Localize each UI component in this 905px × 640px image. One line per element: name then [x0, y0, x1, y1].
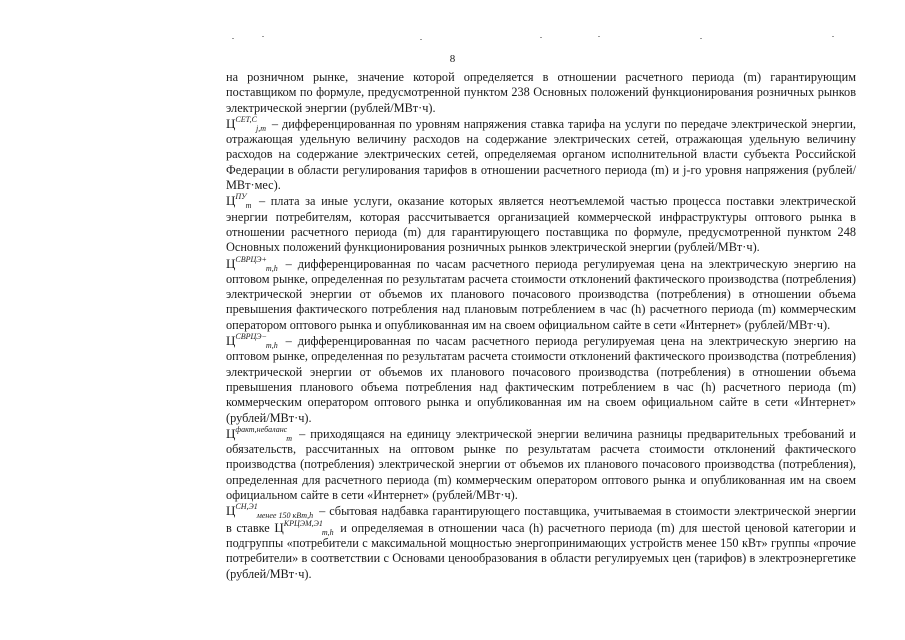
scan-speck — [700, 38, 702, 39]
formula-symbol: $Ц^{факт,небаланс}_m$ — [226, 424, 293, 443]
definition-text: – дифференцированная по уровням напряжения ставка тарифа на услуги по передаче электрической энергии, отражающая удельную величину расходов на содержание электрических сетей, отражающая удельную величину расходов на содержание электрических сетей, определяемая органом исполнительной власти субъекта Российской Федерации в области регулирования тарифов в отношении расчетного периода (m) и j-го уровня напряжения (рублей/МВт·мес). — [226, 116, 857, 193]
definition-text: – плата за иные услуги, оказание которых является неотъемлемой частью процесса поставки электрической энергии потребителям, которая рассчитывается организацией коммерческой инфраструктуры оптового рынка в отношении расчетного периода (m) для гарантирующего поставщика по формуле, предусмотренной пунктом 248 Основных положений функционирования розничных рынков электрической энергии (рублей/МВт·ч). — [226, 194, 857, 255]
definition-paragraph — [226, 116, 856, 193]
formula-symbol: $Ц^{СЕТ,С}_{j,m}$ — [226, 114, 266, 133]
formula-symbol: $Ц^{СН,Э1}_{менее 150 кВт,h}$ — [226, 502, 314, 521]
definition-text: – сбытовая надбавка гарантирующего поставщика, учитываемая в стоимости электрической энергии в ставке — [226, 504, 857, 535]
definition-text: – дифференцированная по часам расчетного периода регулируемая цена на электрическую энергию на оптовом рынке, определенная по результатам расчета стоимости отклонений фактического производства (потребления) электрической энергии от объемов их планового почасового производства (потребления) в отношении объема превышения планового объема потребления над фактическим потреблением в час (h) расчетного периода (m) коммерческим оператором оптового рынка и опубликованная им на своем официальном сайте в сети «Интернет» (рублей/МВт·ч). — [226, 334, 857, 425]
definition-text: и определяемая в отношении часа (h) расчетного периода (m) для шестой ценовой категории и подгруппы «потребители с максимальной мощностью энергопринимающих устройств менее 150 кВт» группы «прочие потребители» в соответствии с Основами ценообразования в области регулируемых цен (тарифов) в электроэнергетике (рублей/МВт·ч). — [226, 520, 856, 581]
definition-paragraph — [226, 333, 856, 426]
scan-speck — [832, 36, 834, 37]
definition-paragraph — [226, 256, 856, 333]
document-body — [226, 70, 856, 582]
scan-speck — [420, 39, 422, 40]
scan-speck — [540, 37, 542, 38]
scan-speck — [598, 36, 600, 37]
definition-paragraph — [226, 503, 856, 581]
page-number: 8 — [449, 53, 456, 65]
scan-speck — [262, 36, 264, 37]
formula-symbol: $Ц^{СВРЦЭ+}_{m,h}$ — [226, 254, 278, 273]
formula-symbol: $Ц^{СВРЦЭ-}_{m,h}$ — [226, 332, 278, 351]
formula-symbol: $Ц^{ПУ}_m$ — [226, 192, 252, 211]
scan-speck — [232, 38, 234, 39]
inline-formula-symbol: $Ц^{КРЦЭМ,Э1}_{m,h}$ — [274, 518, 334, 537]
definition-paragraph — [226, 426, 856, 503]
definition-text: – приходящаяся на единицу электрической энергии величина разницы предварительных требований и обязательств, рассчитанных на оптовом рынке по результатам расчета стоимости отклонений фактического производства (потребления) электрической энергии от объемов их планового почасового производства (потребления), определенная для расчетного периода (m) коммерческим оператором оптового рынка и опубликованная им на своем официальном сайте в сети «Интернет» (рублей/МВт·ч). — [226, 426, 856, 503]
definition-paragraph — [226, 193, 856, 255]
intro-paragraph: на розничном рынке, значение которой определяется в отношении расчетного периода (m) гарантирующим поставщиком по формуле, предусмотренной пунктом 238 Основных положений функционирования розничных рынков электрической энергии (рублей/МВт·ч). — [226, 70, 856, 115]
definition-text: – дифференцированная по часам расчетного периода регулируемая цена на электрическую энергию на оптовом рынке, определенная по результатам расчета стоимости отклонений фактического производства (потребления) электрической энергии от объемов их планового почасового производства (потребления) в отношении объема превышения фактического потребления над плановым потреблением в час (h) расчетного периода (m) коммерческим оператором оптового рынка и опубликованная им на своем официальном сайте в сети «Интернет» (рублей/МВт·ч). — [226, 256, 857, 332]
